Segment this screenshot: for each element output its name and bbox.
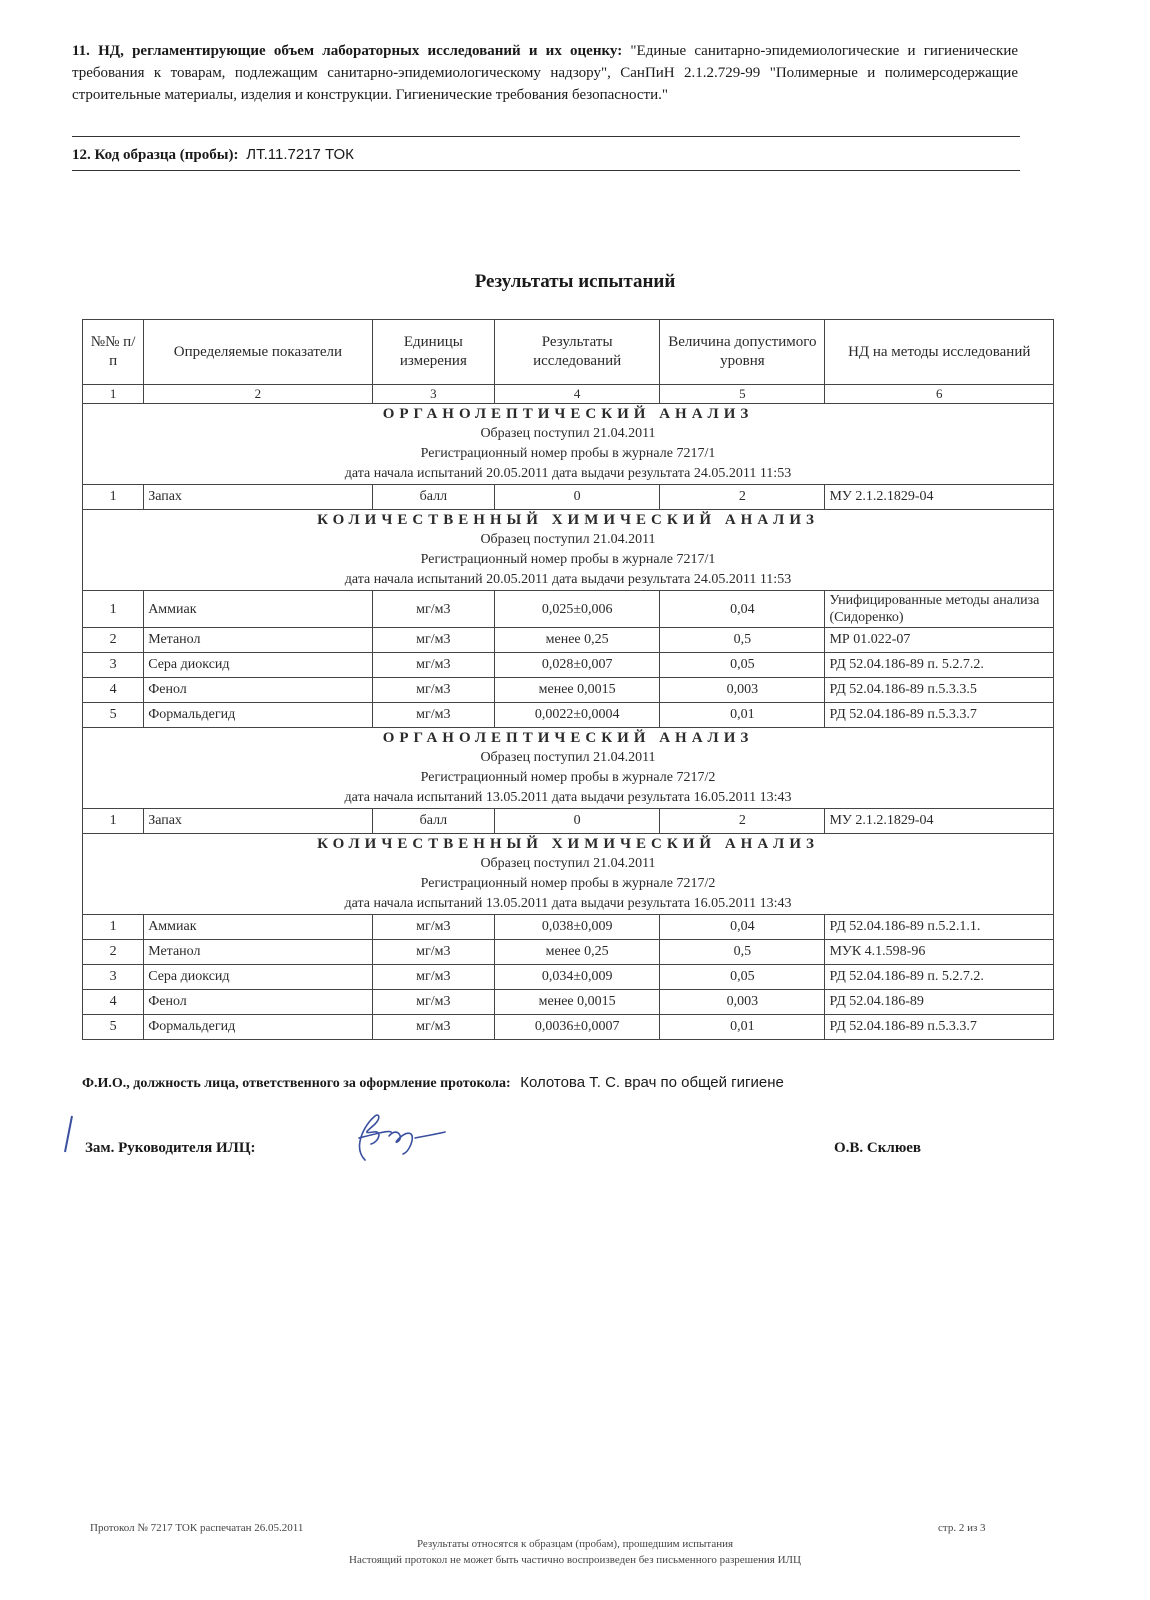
row-unit: балл [372, 809, 494, 834]
row-method: МУК 4.1.598-96 [825, 940, 1054, 965]
row-number: 4 [83, 990, 144, 1015]
footer-note: Результаты относятся к образцам (пробам), прошедшим испытания [416, 1538, 734, 1550]
row-indicator: Фенол [144, 990, 372, 1015]
section-received: Образец поступил 21.04.2011 [480, 532, 656, 547]
table-row [83, 965, 1054, 990]
table-row [83, 653, 1054, 678]
results-table-body [83, 320, 1054, 1040]
table-row [83, 1015, 1054, 1040]
results-table [82, 319, 1054, 1040]
row-limit: 0,05 [660, 653, 825, 678]
section-12 [72, 146, 354, 164]
section-dates: дата начала испытаний 20.05.2011 дата выдачи результата 24.05.2011 11:53 [344, 466, 792, 481]
row-limit: 0,003 [660, 990, 825, 1015]
row-limit: 0,04 [660, 915, 825, 940]
row-indicator: Фенол [144, 678, 372, 703]
row-result: 0 [495, 485, 660, 510]
row-unit: мг/м3 [372, 628, 494, 653]
row-result: 0 [495, 809, 660, 834]
table-header-row [83, 320, 1054, 385]
section-header-cell [83, 510, 1054, 591]
section-header-row [83, 834, 1054, 915]
column-number: 5 [660, 385, 825, 404]
table-row [83, 809, 1054, 834]
row-result: 0,025±0,006 [495, 591, 660, 628]
row-unit: мг/м3 [372, 1015, 494, 1040]
row-indicator: Формальдегид [144, 703, 372, 728]
row-number: 1 [83, 809, 144, 834]
row-method: РД 52.04.186-89 п.5.3.3.5 [825, 678, 1054, 703]
section-header-row [83, 404, 1054, 485]
row-number: 1 [83, 591, 144, 628]
row-limit: 0,01 [660, 703, 825, 728]
column-number: 3 [372, 385, 494, 404]
column-number: 1 [83, 385, 144, 404]
row-limit: 2 [660, 809, 825, 834]
section-received: Образец поступил 21.04.2011 [480, 856, 656, 871]
sample-code: ЛТ.11.7217 ТОК [246, 146, 354, 163]
row-limit: 0,01 [660, 1015, 825, 1040]
section-12-label: 12. Код образца (пробы): [72, 147, 239, 163]
row-method: МР 01.022-07 [825, 628, 1054, 653]
row-result: 0,028±0,007 [495, 653, 660, 678]
row-number: 3 [83, 653, 144, 678]
row-indicator: Сера диоксид [144, 653, 372, 678]
responsible-person [82, 1074, 784, 1092]
section-title: КОЛИЧЕСТВЕННЫЙ ХИМИЧЕСКИЙ АНАЛИЗ [317, 836, 819, 852]
row-indicator: Запах [144, 809, 372, 834]
row-result: 0,0022±0,0004 [495, 703, 660, 728]
section-11-label: 11. НД, регламентирующие объем лабораторных исследований и их оценку: [72, 43, 623, 59]
row-unit: мг/м3 [372, 940, 494, 965]
table-row [83, 940, 1054, 965]
section-header-row [83, 728, 1054, 809]
row-unit: мг/м3 [372, 703, 494, 728]
section-received: Образец поступил 21.04.2011 [480, 426, 656, 441]
divider [72, 136, 1020, 137]
column-number-row [83, 385, 1054, 404]
section-dates: дата начала испытаний 13.05.2011 дата выдачи результата 16.05.2011 13:43 [344, 790, 792, 805]
row-number: 1 [83, 485, 144, 510]
responsible-value: Колотова Т. С. врач по общей гигиене [520, 1074, 784, 1091]
row-method: Унифицированные методы анализа (Сидоренко) [825, 591, 1054, 628]
table-row [83, 990, 1054, 1015]
table-row [83, 703, 1054, 728]
row-indicator: Сера диоксид [144, 965, 372, 990]
row-result: 0,038±0,009 [495, 915, 660, 940]
signature-icon [345, 1108, 455, 1168]
row-number: 4 [83, 678, 144, 703]
table-row [83, 485, 1054, 510]
row-indicator: Аммиак [144, 591, 372, 628]
row-number: 5 [83, 703, 144, 728]
row-unit: мг/м3 [372, 591, 494, 628]
header-cell: Единицы измерения [372, 320, 494, 385]
row-number: 5 [83, 1015, 144, 1040]
row-limit: 0,05 [660, 965, 825, 990]
section-header-cell [83, 834, 1054, 915]
row-indicator: Метанол [144, 628, 372, 653]
section-11 [72, 40, 1018, 106]
section-registration: Регистрационный номер пробы в журнале 7217/2 [420, 770, 716, 785]
header-cell: Определяемые показатели [144, 320, 372, 385]
header-cell: №№ п/п [83, 320, 144, 385]
header-cell: Результаты исследований [495, 320, 660, 385]
table-row [83, 678, 1054, 703]
section-title: ОРГАНОЛЕПТИЧЕСКИЙ АНАЛИЗ [382, 406, 754, 422]
table-row [83, 915, 1054, 940]
table-row [83, 591, 1054, 628]
row-unit: балл [372, 485, 494, 510]
row-limit: 0,5 [660, 628, 825, 653]
section-title: КОЛИЧЕСТВЕННЫЙ ХИМИЧЕСКИЙ АНАЛИЗ [317, 512, 819, 528]
row-limit: 0,5 [660, 940, 825, 965]
section-dates: дата начала испытаний 20.05.2011 дата выдачи результата 24.05.2011 11:53 [344, 572, 792, 587]
table-row [83, 628, 1054, 653]
row-number: 1 [83, 915, 144, 940]
row-method: МУ 2.1.2.1829-04 [825, 809, 1054, 834]
row-method: РД 52.04.186-89 [825, 990, 1054, 1015]
row-limit: 0,04 [660, 591, 825, 628]
footer-protocol: Протокол № 7217 ТОК распечатан 26.05.2011 [90, 1522, 304, 1534]
section-header-cell [83, 728, 1054, 809]
section-registration: Регистрационный номер пробы в журнале 7217/1 [420, 552, 716, 567]
row-method: МУ 2.1.2.1829-04 [825, 485, 1054, 510]
row-number: 2 [83, 628, 144, 653]
header-cell: НД на методы исследований [825, 320, 1054, 385]
row-limit: 2 [660, 485, 825, 510]
section-11-text: "Единые санитарно-эпидемиологические и гигиенические требования к товарам, подлежащим санитарно-эпидемиологическому надзору", СанПиН 2.1.2.729-99 "Полимерные и полимерсодержащие строительные материалы, изделия и конструкции. Гигиенические требования безопасности." [72, 43, 1019, 103]
section-dates: дата начала испытаний 13.05.2011 дата выдачи результата 16.05.2011 13:43 [344, 896, 792, 911]
row-result: 0,0036±0,0007 [495, 1015, 660, 1040]
section-received: Образец поступил 21.04.2011 [480, 750, 656, 765]
deputy-label: Зам. Руководителя ИЛЦ: [85, 1140, 256, 1156]
divider [72, 170, 1020, 171]
header-cell: Величина допустимого уровня [660, 320, 825, 385]
row-result: 0,034±0,009 [495, 965, 660, 990]
row-indicator: Метанол [144, 940, 372, 965]
row-indicator: Формальдегид [144, 1015, 372, 1040]
footer-note: Настоящий протокол не может быть частично воспроизведен без письменного разрешения ИЛЦ [349, 1554, 801, 1566]
column-number: 6 [825, 385, 1054, 404]
row-result: менее 0,25 [495, 628, 660, 653]
row-unit: мг/м3 [372, 990, 494, 1015]
row-result: менее 0,25 [495, 940, 660, 965]
row-unit: мг/м3 [372, 915, 494, 940]
column-number: 4 [495, 385, 660, 404]
row-indicator: Запах [144, 485, 372, 510]
section-registration: Регистрационный номер пробы в журнале 7217/1 [420, 446, 716, 461]
row-method: РД 52.04.186-89 п.5.3.3.7 [825, 703, 1054, 728]
row-unit: мг/м3 [372, 965, 494, 990]
row-result: менее 0,0015 [495, 990, 660, 1015]
section-registration: Регистрационный номер пробы в журнале 7217/2 [420, 876, 716, 891]
section-header-cell [83, 404, 1054, 485]
row-limit: 0,003 [660, 678, 825, 703]
margin-mark-icon [60, 1114, 76, 1154]
deputy-name: О.В. Склюев [834, 1140, 922, 1156]
row-method: РД 52.04.186-89 п.5.3.3.7 [825, 1015, 1054, 1040]
row-indicator: Аммиак [144, 915, 372, 940]
row-number: 2 [83, 940, 144, 965]
row-unit: мг/м3 [372, 678, 494, 703]
row-result: менее 0,0015 [495, 678, 660, 703]
footer-page-number: стр. 2 из 3 [938, 1522, 986, 1534]
section-header-row [83, 510, 1054, 591]
row-method: РД 52.04.186-89 п. 5.2.7.2. [825, 965, 1054, 990]
row-unit: мг/м3 [372, 653, 494, 678]
row-method: РД 52.04.186-89 п.5.2.1.1. [825, 915, 1054, 940]
responsible-label: Ф.И.О., должность лица, ответственного за оформление протокола: [82, 1076, 511, 1091]
column-number: 2 [144, 385, 372, 404]
section-title: ОРГАНОЛЕПТИЧЕСКИЙ АНАЛИЗ [382, 730, 754, 746]
row-method: РД 52.04.186-89 п. 5.2.7.2. [825, 653, 1054, 678]
page-title: Результаты испытаний [474, 271, 676, 292]
row-number: 3 [83, 965, 144, 990]
